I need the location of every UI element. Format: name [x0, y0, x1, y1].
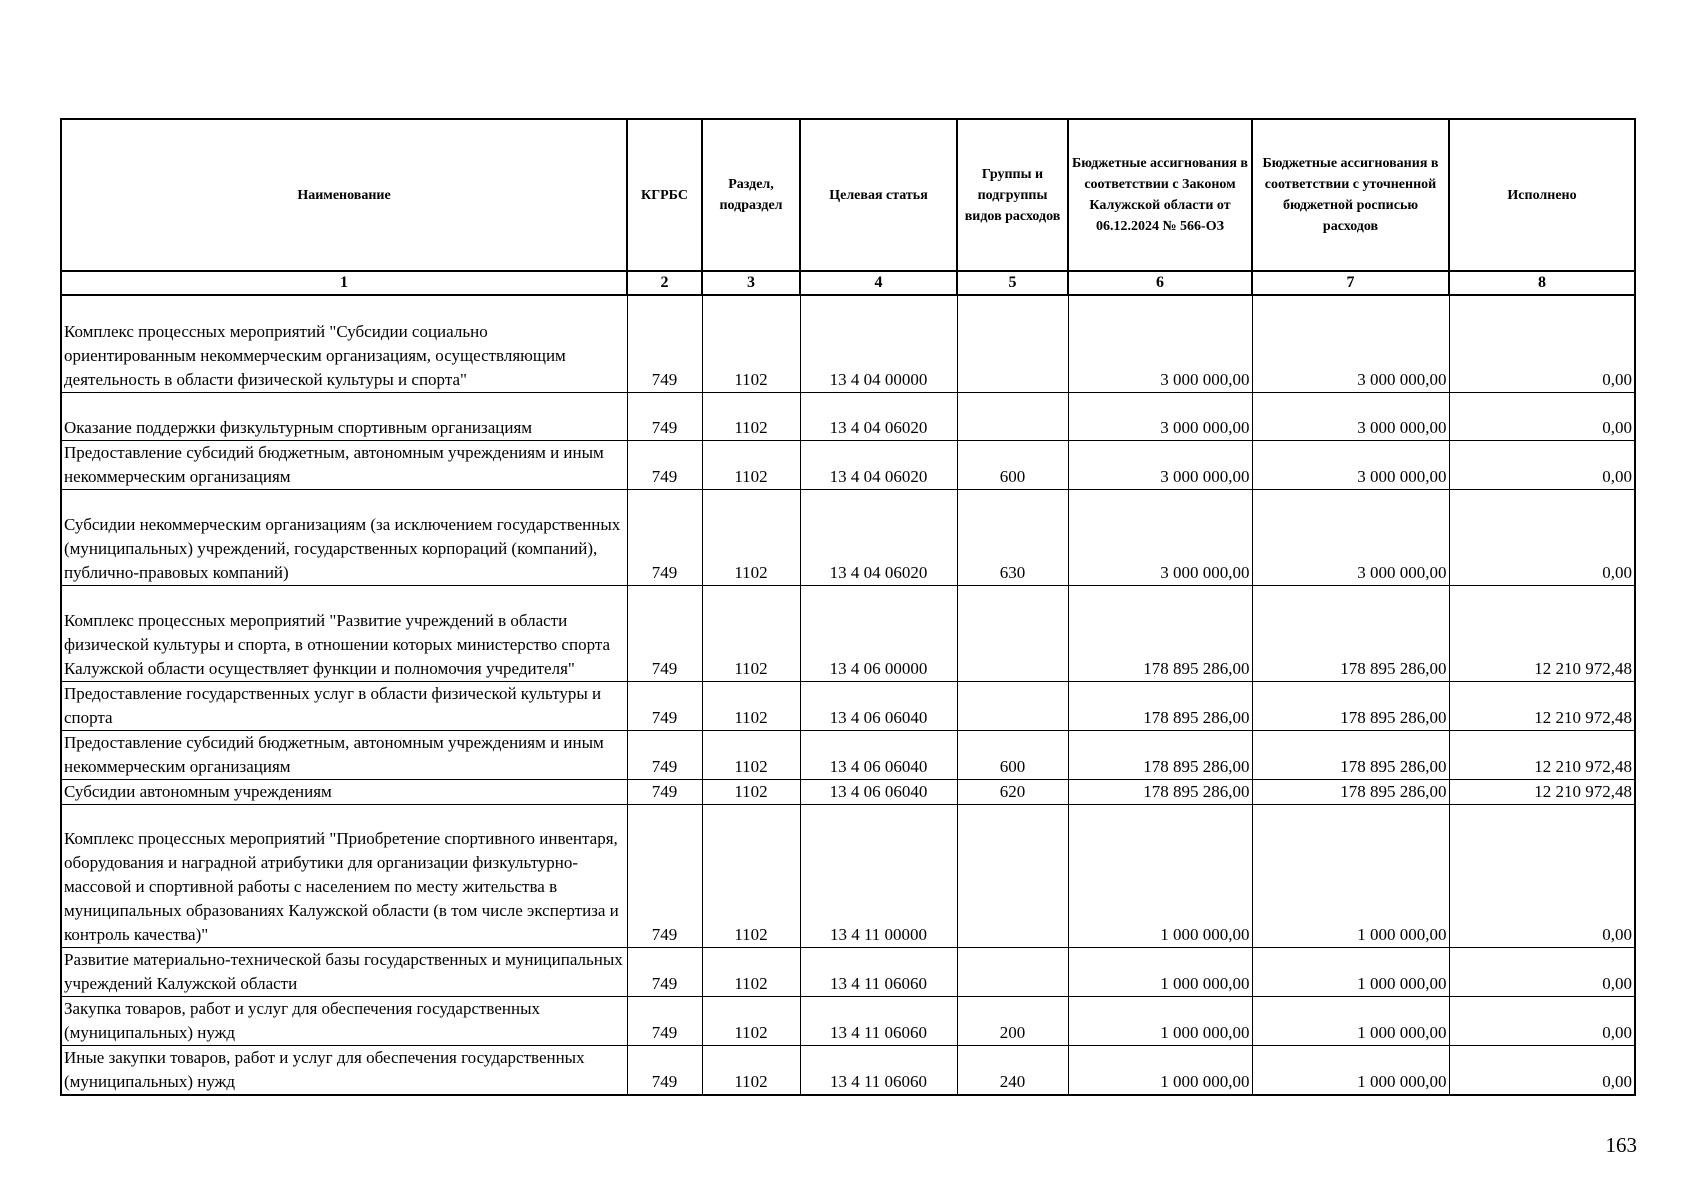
row-executed: 0,00: [1449, 1045, 1635, 1095]
header-groups: Группы и подгруппы видов расходов: [957, 119, 1068, 271]
table-row: [61, 947, 1635, 996]
row-law: 3 000 000,00: [1068, 392, 1252, 440]
row-kgrbs: 749: [627, 585, 702, 681]
row-group: [957, 295, 1068, 392]
header-row: [61, 119, 1635, 271]
row-executed: 0,00: [1449, 947, 1635, 996]
header-kgrbs: КГРБС: [627, 119, 702, 271]
row-section: 1102: [702, 440, 800, 489]
row-law: 178 895 286,00: [1068, 585, 1252, 681]
row-section: 1102: [702, 681, 800, 730]
column-number-row: [61, 271, 1635, 295]
table-row: [61, 440, 1635, 489]
row-section: 1102: [702, 947, 800, 996]
row-law: 3 000 000,00: [1068, 295, 1252, 392]
row-target: 13 4 11 06060: [800, 1045, 957, 1095]
table-row: [61, 730, 1635, 779]
column-number: 4: [800, 271, 957, 295]
row-law: 1 000 000,00: [1068, 996, 1252, 1045]
row-group: 200: [957, 996, 1068, 1045]
column-number: 6: [1068, 271, 1252, 295]
row-executed: 12 210 972,48: [1449, 779, 1635, 804]
row-law: 1 000 000,00: [1068, 947, 1252, 996]
row-target: 13 4 04 00000: [800, 295, 957, 392]
row-kgrbs: 749: [627, 440, 702, 489]
row-group: 630: [957, 489, 1068, 585]
budget-table: [60, 118, 1636, 1096]
table-row: [61, 295, 1635, 392]
row-kgrbs: 749: [627, 804, 702, 947]
row-name: Комплекс процессных мероприятий "Субсидии социально ориентированным некоммерческим организациям, осуществляющим деятельность в области физической культуры и спорта": [61, 295, 627, 392]
row-refined: 178 895 286,00: [1252, 681, 1449, 730]
row-group: 240: [957, 1045, 1068, 1095]
row-refined: 3 000 000,00: [1252, 440, 1449, 489]
row-kgrbs: 749: [627, 392, 702, 440]
row-name: Закупка товаров, работ и услуг для обеспечения государственных (муниципальных) нужд: [61, 996, 627, 1045]
row-executed: 12 210 972,48: [1449, 585, 1635, 681]
row-group: 620: [957, 779, 1068, 804]
row-target: 13 4 06 06040: [800, 681, 957, 730]
row-executed: 0,00: [1449, 996, 1635, 1045]
row-refined: 3 000 000,00: [1252, 392, 1449, 440]
header-law: Бюджетные ассигнования в соответствии с Законом Калужской области от 06.12.2024 № 566-ОЗ: [1068, 119, 1252, 271]
table-row: [61, 681, 1635, 730]
header-target: Целевая статья: [800, 119, 957, 271]
row-name: Субсидии некоммерческим организациям (за исключением государственных (муниципальных) учреждений, государственных корпораций (компаний), публично-правовых компаний): [61, 489, 627, 585]
row-law: 178 895 286,00: [1068, 681, 1252, 730]
row-section: 1102: [702, 996, 800, 1045]
column-number: 2: [627, 271, 702, 295]
header-executed: Исполнено: [1449, 119, 1635, 271]
row-refined: 178 895 286,00: [1252, 585, 1449, 681]
table-row: [61, 585, 1635, 681]
row-group: [957, 947, 1068, 996]
column-number: 8: [1449, 271, 1635, 295]
row-group: [957, 681, 1068, 730]
header-name: Наименование: [61, 119, 627, 271]
header-section: Раздел, подраздел: [702, 119, 800, 271]
row-refined: 1 000 000,00: [1252, 1045, 1449, 1095]
row-name: Комплекс процессных мероприятий "Приобретение спортивного инвентаря, оборудования и наградной атрибутики для организации физкультурно-массовой и спортивной работы с населением по месту жительства в муниципальных образованиях Калужской области (в том числе экспертиза и контроль качества)": [61, 804, 627, 947]
row-refined: 178 895 286,00: [1252, 779, 1449, 804]
row-group: 600: [957, 440, 1068, 489]
table-row: [61, 1045, 1635, 1095]
row-group: 600: [957, 730, 1068, 779]
row-section: 1102: [702, 392, 800, 440]
row-executed: 12 210 972,48: [1449, 730, 1635, 779]
row-name: Предоставление государственных услуг в области физической культуры и спорта: [61, 681, 627, 730]
header-refined: Бюджетные ассигнования в соответствии с уточненной бюджетной росписью расходов: [1252, 119, 1449, 271]
row-target: 13 4 04 06020: [800, 440, 957, 489]
row-kgrbs: 749: [627, 295, 702, 392]
row-kgrbs: 749: [627, 1045, 702, 1095]
table-row: [61, 392, 1635, 440]
row-section: 1102: [702, 730, 800, 779]
row-kgrbs: 749: [627, 779, 702, 804]
column-number: 5: [957, 271, 1068, 295]
row-target: 13 4 04 06020: [800, 392, 957, 440]
row-law: 1 000 000,00: [1068, 1045, 1252, 1095]
row-name: Субсидии автономным учреждениям: [61, 779, 627, 804]
row-section: 1102: [702, 295, 800, 392]
row-target: 13 4 06 00000: [800, 585, 957, 681]
row-law: 3 000 000,00: [1068, 440, 1252, 489]
row-refined: 1 000 000,00: [1252, 947, 1449, 996]
row-kgrbs: 749: [627, 947, 702, 996]
row-group: [957, 392, 1068, 440]
row-section: 1102: [702, 779, 800, 804]
page-number: 163: [1605, 1133, 1637, 1157]
table-row: [61, 804, 1635, 947]
table-row: [61, 996, 1635, 1045]
row-executed: 0,00: [1449, 295, 1635, 392]
row-kgrbs: 749: [627, 489, 702, 585]
row-refined: 3 000 000,00: [1252, 489, 1449, 585]
row-kgrbs: 749: [627, 730, 702, 779]
table-row: [61, 489, 1635, 585]
row-law: 1 000 000,00: [1068, 804, 1252, 947]
row-refined: 1 000 000,00: [1252, 996, 1449, 1045]
row-name: Предоставление субсидий бюджетным, автономным учреждениям и иным некоммерческим организациям: [61, 440, 627, 489]
row-name: Предоставление субсидий бюджетным, автономным учреждениям и иным некоммерческим организациям: [61, 730, 627, 779]
row-executed: 0,00: [1449, 804, 1635, 947]
row-kgrbs: 749: [627, 681, 702, 730]
row-section: 1102: [702, 489, 800, 585]
row-kgrbs: 749: [627, 996, 702, 1045]
row-executed: 0,00: [1449, 440, 1635, 489]
column-number: 3: [702, 271, 800, 295]
row-target: 13 4 06 06040: [800, 730, 957, 779]
row-group: [957, 585, 1068, 681]
table-row: [61, 779, 1635, 804]
row-refined: 3 000 000,00: [1252, 295, 1449, 392]
row-name: Развитие материально-технической базы государственных и муниципальных учреждений Калужской области: [61, 947, 627, 996]
row-law: 178 895 286,00: [1068, 779, 1252, 804]
row-executed: 0,00: [1449, 489, 1635, 585]
row-target: 13 4 11 06060: [800, 996, 957, 1045]
row-section: 1102: [702, 1045, 800, 1095]
row-name: Оказание поддержки физкультурным спортивным организациям: [61, 392, 627, 440]
column-number: 7: [1252, 271, 1449, 295]
row-law: 3 000 000,00: [1068, 489, 1252, 585]
row-group: [957, 804, 1068, 947]
row-law: 178 895 286,00: [1068, 730, 1252, 779]
row-executed: 0,00: [1449, 392, 1635, 440]
row-section: 1102: [702, 804, 800, 947]
row-target: 13 4 06 06040: [800, 779, 957, 804]
row-section: 1102: [702, 585, 800, 681]
row-refined: 1 000 000,00: [1252, 804, 1449, 947]
row-target: 13 4 04 06020: [800, 489, 957, 585]
row-name: Иные закупки товаров, работ и услуг для обеспечения государственных (муниципальных) нужд: [61, 1045, 627, 1095]
row-refined: 178 895 286,00: [1252, 730, 1449, 779]
row-target: 13 4 11 06060: [800, 947, 957, 996]
row-target: 13 4 11 00000: [800, 804, 957, 947]
row-name: Комплекс процессных мероприятий "Развитие учреждений в области физической культуры и спорта, в отношении которых министерство спорта Калужской области осуществляет функции и полномочия учредителя": [61, 585, 627, 681]
row-executed: 12 210 972,48: [1449, 681, 1635, 730]
column-number: 1: [61, 271, 627, 295]
